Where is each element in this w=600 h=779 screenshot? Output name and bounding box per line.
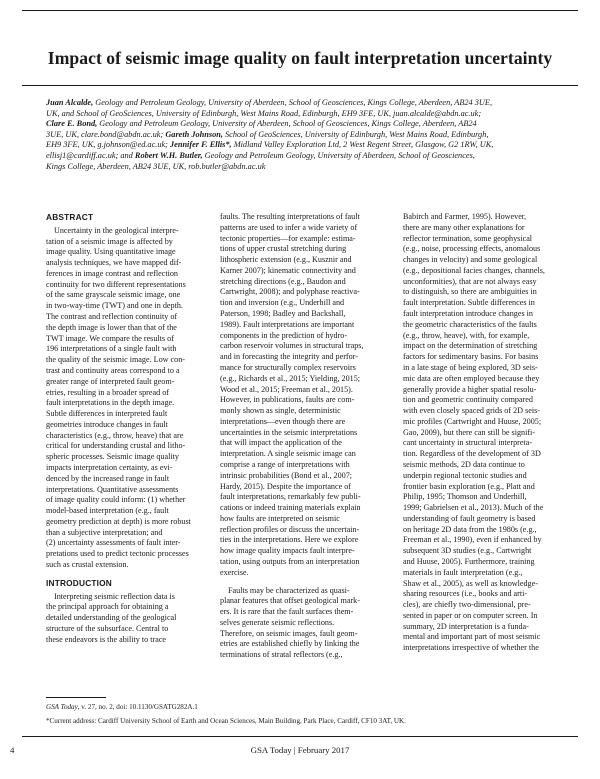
text-line: 196 interpretations of a single fault with <box>46 344 177 354</box>
text-line: Shaw et al., 2005), as well as knowledge- <box>403 578 538 588</box>
text-line: Karner 2007); kinematic connectivity and <box>220 265 356 275</box>
body-paragraph-3 <box>403 212 563 654</box>
text-line: trast and continuity areas correspond to a <box>46 365 180 375</box>
text-line: (e.g., throw, heave), with, for example, <box>403 330 530 340</box>
text-line: stretching directions (e.g., Baudon and <box>220 276 346 286</box>
text-line: cant uncertainty in structural interpreta- <box>403 438 533 448</box>
text-line: changes in velocity) and some geological <box>403 255 538 265</box>
text-line: comprise a range of interpretations with <box>220 459 350 469</box>
text-line: Subtle differences in interpreted fault <box>46 409 168 419</box>
abstract-text <box>46 226 196 571</box>
article-title: Impact of seismic image quality on fault interpretation uncertainty <box>47 48 553 68</box>
text-line: spheric processes. Seismic image quality <box>46 452 179 462</box>
abstract-heading: ABSTRACT <box>46 212 94 222</box>
body-paragraph-2 <box>220 586 380 661</box>
text-line: 1989). Fault interpretations are important <box>220 319 355 329</box>
text-line: that will impact the application of the <box>220 438 342 448</box>
text-line: Wood et al., 2015; Freeman et al., 2015). <box>220 384 353 394</box>
text-line: and Huuse, 2005). Furthermore, training <box>403 557 535 566</box>
introduction-text <box>46 592 196 646</box>
text-line: interpretations. Quantitative assessments <box>46 484 179 494</box>
text-line: geometries introduce changes in fault <box>46 419 168 429</box>
text-line: The contrast and reflection continuity of <box>46 312 178 322</box>
affiliation-text: Midland Valley Exploration Ltd, 2 West Regent Street, Glasgow, G2 1RW, UK, <box>231 140 494 150</box>
text-line: impacts interpretation certainty, as evi- <box>46 462 173 472</box>
text-line: the quality of the seismic image. Low con- <box>46 355 185 365</box>
affiliation-text: Geology and Petroleum Geology, University of Aberdeen, School of Geosciences, <box>202 150 475 160</box>
text-line: tectonic properties—for example: estima- <box>220 233 356 243</box>
text-line: Gao, 2009), but there can still be signifi- <box>403 427 535 437</box>
text-line: factors for sedimentary basins. For basins <box>403 352 539 362</box>
author-line <box>46 140 556 151</box>
text-line: model-based interpretation (e.g., fault <box>46 506 169 516</box>
text-line: the depth image is lower than that of the <box>46 322 177 332</box>
text-line: Freeman et al., 1990), even if enhanced by <box>403 535 542 545</box>
text-line: Therefore, on seismic images, fault geom- <box>220 628 358 638</box>
affiliation-text: 3UE, UK, clare.bond@abdn.ac.uk; <box>46 129 166 139</box>
text-line: reflector termination, some geophysical <box>403 233 533 243</box>
author-name: Robert W.H. Butler, <box>134 150 203 160</box>
author-name: Jennifer F. Ellis*, <box>170 140 232 150</box>
text-line: cles), are chiefly two-dimensional, pre- <box>403 600 531 610</box>
running-footer: GSA Today | February 2017 <box>250 745 350 755</box>
author-line <box>46 130 556 141</box>
body-paragraph-1 <box>220 212 380 579</box>
title-rule <box>22 85 578 86</box>
text-line: faults. The resulting interpretations of fault <box>220 212 360 221</box>
text-line: how faults are interpreted on seismic <box>220 513 340 523</box>
text-line: fault interpretation introduce changes in <box>403 309 533 319</box>
text-line: generally provide a higher spatial resolu- <box>403 384 537 394</box>
text-line: terminations of stratal reflectors (e.g., <box>220 650 343 660</box>
text-line: impact on the determination of stretching <box>403 341 538 351</box>
text-line: tion and geometric continuity compared <box>403 395 533 405</box>
column-1 <box>46 212 196 645</box>
top-rule <box>22 10 578 11</box>
text-line: mic profiles (Cartwright and Huuse, 2005; <box>403 416 542 426</box>
text-line: mental and important part of most seismic <box>403 632 541 642</box>
author-name: Juan Alcalde, <box>46 98 94 107</box>
affiliation-text: EH9 3FE, UK, g.johnson@ed.ac.uk; <box>46 140 170 150</box>
text-line: than a subjective interpretation; and <box>46 527 163 537</box>
text-line: (2) uncertainty assessments of fault inter- <box>46 538 181 548</box>
text-line: Uncertainty in the geological interpre- <box>54 225 179 235</box>
author-line <box>46 151 556 162</box>
text-line: analysis techniques, we have mapped dif- <box>46 258 182 268</box>
text-line: Paterson, 1998; Badley and Backshall, <box>220 309 346 319</box>
citation-details: , v. 27, no. 2, doi: 10.1130/GSATG282A.1 <box>77 703 198 711</box>
text-line: lithospheric extension (e.g., Kusznir and <box>220 255 352 265</box>
affiliation-text: ellisj1@cardiff.ac.uk; and <box>46 150 135 160</box>
text-line: seismic methods, 2D data continue to <box>403 459 525 469</box>
text-line: interpretations—even though there are <box>220 416 346 426</box>
page-number: 4 <box>10 745 15 755</box>
text-line: uncertainties in the seismic interpretations <box>220 427 358 437</box>
text-line: (e.g., Richards et al., 2015; Yielding, 2015; <box>220 373 361 383</box>
text-line: geometry prediction at depth) is more robust <box>46 516 191 526</box>
text-line: denced by the increased range in fault <box>46 473 170 483</box>
affiliation-text: School of GeoSciences, University of Edinburgh, West Mains Road, Edinburgh, <box>222 129 489 139</box>
text-line: ties in the interpretations. Here we explore <box>220 535 359 545</box>
text-line: the principal approach for obtaining a <box>46 602 169 612</box>
author-line <box>46 119 556 130</box>
text-line: (e.g., depositional facies changes, channels, <box>403 265 545 275</box>
text-line: interpretation. A single seismic image can <box>220 449 356 459</box>
text-line: etries, resulting in a broader spread of <box>46 387 169 397</box>
text-line: tion. Regardless of the development of 3D <box>403 449 541 459</box>
text-line: ers. It is rare that the fault surfaces them- <box>220 607 354 617</box>
author-affiliations <box>46 98 556 172</box>
affiliation-text: Geology and Petroleum Geology, University of Aberdeen, School of Geosciences, Kings College, Aberdeen, AB24 <box>97 119 477 129</box>
footnote-current-address: *Current address: Cardiff University School of Earth and Ocean Sciences, Main Building, Park Place, Cardiff, CF10 3AT, UK. <box>46 717 406 725</box>
text-line: and in forecasting the integrity and perfor- <box>220 352 358 362</box>
text-line: Hardy, 2015). Despite the importance of <box>220 481 352 491</box>
text-line: how image quality impacts fault interpre- <box>220 546 355 556</box>
text-line: with even closely spaced grids of 2D seis- <box>403 406 540 416</box>
text-line: planar features that offset geological mark- <box>220 596 360 606</box>
text-line: such as crustal extension. <box>46 560 129 569</box>
column-3 <box>403 212 563 654</box>
text-line: selves generate seismic reflections. <box>220 617 335 627</box>
text-line: tation, using outputs from an interpretation <box>220 557 360 566</box>
text-line: TWT image. We compare the results of <box>46 333 174 343</box>
text-line: interpretations irrespective of whether the <box>403 643 539 653</box>
text-line: sented in paper or on computer screen. In <box>403 610 538 620</box>
text-line: characteristics (e.g., throw, heave) that are <box>46 430 184 440</box>
text-line: pretations used to predict tectonic processes <box>46 549 189 559</box>
text-line: in a late stage of being explored, 3D seis- <box>403 362 538 372</box>
text-line: there are many other explanations for <box>403 222 525 232</box>
text-line: However, in publications, faults are com- <box>220 395 355 405</box>
text-line: exercise. <box>220 567 249 577</box>
column-2 <box>220 212 380 661</box>
text-line: greater range of interpreted fault geom- <box>46 376 175 386</box>
text-line: unconformities), that are not always easy <box>403 276 537 286</box>
affiliation-text: Geology and Petroleum Geology, University of Aberdeen, School of Geosciences, Kings College, Aberdeen, AB24 3UE, <box>93 98 493 107</box>
author-name: Gareth Johnson, <box>165 129 223 139</box>
text-line: continuity for two different representations <box>46 279 186 289</box>
text-line: of image quality could inform: (1) whether <box>46 495 186 505</box>
text-line: monly shown as single, deterministic <box>220 406 341 416</box>
text-line: of the same grayscale seismic image, one <box>46 290 181 300</box>
text-line: Philip, 1995; Thomson and Underhill, <box>403 492 527 502</box>
text-line: image quality. Using quantitative image <box>46 247 176 257</box>
text-line: patterns are used to infer a wide variety of <box>220 222 358 232</box>
text-line: tions of upper crustal stretching during <box>220 244 347 254</box>
text-line: 1999; Gabrielsen et al., 2013). Much of the <box>403 503 544 513</box>
text-line: components in the prediction of hydro- <box>220 330 348 340</box>
text-line: carbon reservoir volumes in structural traps, <box>220 341 364 351</box>
text-line: materials in fault interpretation (e.g., <box>403 567 523 577</box>
text-line: detailed understanding of the geological <box>46 613 177 623</box>
text-line: in two-way-time (TWT) and one in depth. <box>46 301 183 311</box>
footer-rule <box>22 736 578 737</box>
text-line: fault interpretations in the depth image. <box>46 398 175 408</box>
journal-name: GSA Today <box>46 703 78 711</box>
text-line: Interpreting seismic reflection data is <box>54 591 175 601</box>
text-line: understanding of fault geometry is based <box>403 513 536 523</box>
text-line: ferences in image contrast and reflection <box>46 268 178 278</box>
text-line: tion and inversion (e.g., Underhill and <box>220 298 345 308</box>
text-line: (e.g., noise, processing effects, anomalous <box>403 244 541 254</box>
text-line: etries are established chiefly by linking the <box>220 639 360 649</box>
text-line: underpin regional tectonic studies and <box>403 470 527 480</box>
text-line: cations or indeed training materials explain <box>220 503 361 513</box>
text-line: reflection profiles or discuss the uncertain- <box>220 524 360 534</box>
footnote-rule <box>46 697 106 698</box>
text-line: on heritage 2D data from the 1980s (e.g., <box>403 524 537 534</box>
author-name: Clare E. Bond, <box>46 119 98 129</box>
text-line: Cartwright, 2008); and polyphase reactiva- <box>220 287 360 297</box>
text-line: the geometric characteristics of the faults <box>403 319 537 329</box>
affiliation-text: Kings College, Aberdeen, AB24 3UE, UK, rob.butler@abdn.ac.uk <box>46 161 266 171</box>
text-line: Babirch and Farmer, 1995). However, <box>403 212 527 221</box>
text-line: structure of the subsurface. Central to <box>46 623 169 633</box>
text-line: critical for understanding crustal and litho- <box>46 441 186 451</box>
text-line: tation of a seismic image is affected by <box>46 236 173 246</box>
footnote-citation <box>46 703 198 712</box>
text-line: mance for structurally complex reservoirs <box>220 362 356 372</box>
author-line <box>46 162 556 173</box>
text-line: Faults may be characterized as quasi- <box>228 585 350 595</box>
text-line: fault interpretation. Subtle differences in <box>403 298 535 308</box>
author-line <box>46 109 556 120</box>
author-line <box>46 98 556 109</box>
text-line: mic data are often employed because they <box>403 373 540 383</box>
text-line: fault interpretations, remarkably few publi- <box>220 492 361 502</box>
text-line: sharing resources (i.e., books and arti- <box>403 589 528 599</box>
text-line: summary, 2D interpretation is a funda- <box>403 621 529 631</box>
introduction-heading: INTRODUCTION <box>46 577 113 588</box>
affiliation-text: UK, and School of GeoSciences, University of Edinburgh, West Mains Road, Edinburgh, EH9 3FE, UK, juan.alcalde@abdn.ac.uk; <box>46 108 482 118</box>
text-line: subsequent 3D studies (e.g., Cartwright <box>403 546 532 556</box>
text-line: to distinguish, so there are ambiguities in <box>403 287 537 297</box>
text-line: intrinsic probabilities (Bond et al., 2007; <box>220 470 353 480</box>
text-line: frontier basin exploration (e.g., Platt and <box>403 481 535 491</box>
text-line: these endeavors is the ability to trace <box>46 634 167 644</box>
